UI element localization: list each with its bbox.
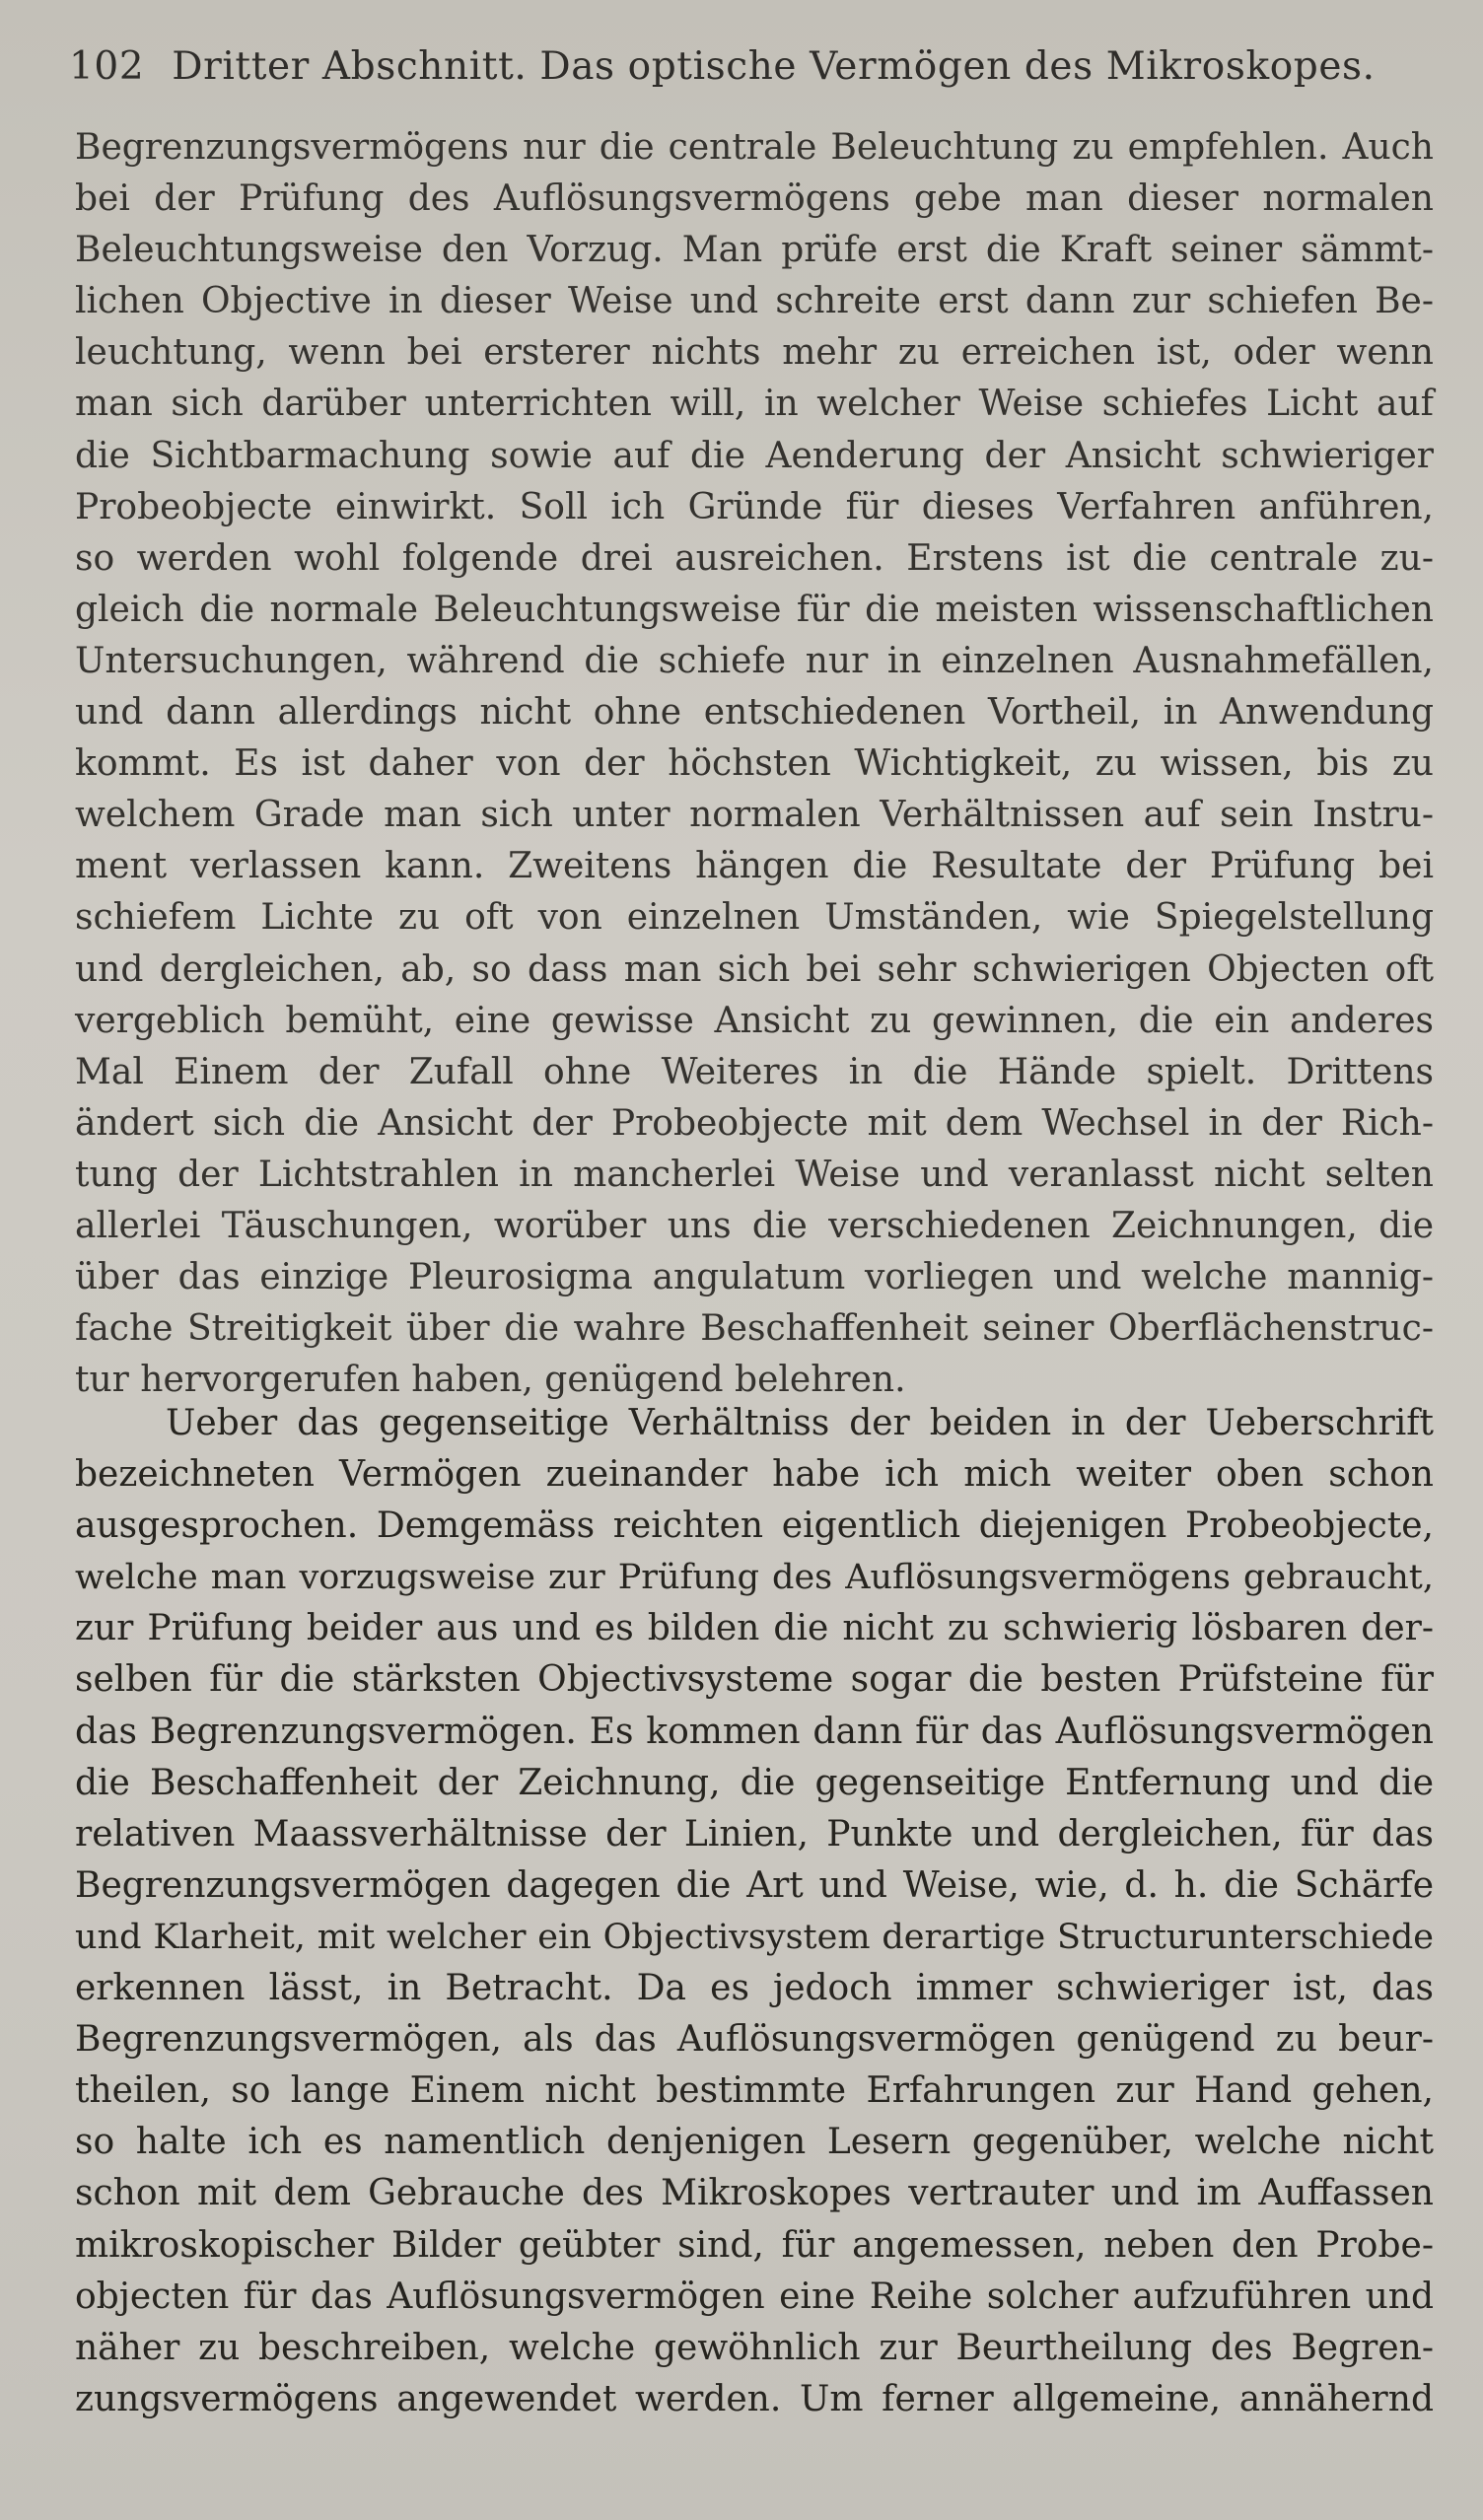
- text-line: näher zu beschreiben, welche gewöhnlich zur Beurtheilung des Begren-: [75, 2327, 1434, 2368]
- text-line: vergeblich bemüht, eine gewisse Ansicht zu gewinnen, die ein anderes: [75, 1000, 1434, 1041]
- text-line: tur hervorgerufen haben, genügend belehren.: [75, 1360, 906, 1401]
- text-line: allerlei Täuschungen, worüber uns die verschiedenen Zeichnungen, die: [75, 1205, 1434, 1246]
- text-line: tung der Lichtstrahlen in mancherlei Weise und veranlasst nicht selten: [75, 1154, 1434, 1195]
- text-line: objecten für das Auflösungsvermögen eine Reihe solcher aufzuführen und: [75, 2275, 1434, 2317]
- text-line: über das einzige Pleurosigma angulatum vorliegen und welche mannig-: [75, 1257, 1434, 1298]
- text-line: mikroskopischer Bilder geübter sind, für angemessen, neben den Probe-: [75, 2224, 1434, 2266]
- text-line: welche man vorzugsweise zur Prüfung des Auflösungsvermögens gebraucht,: [75, 1558, 1434, 1598]
- text-line: und dergleichen, ab, so dass man sich bei sehr schwierigen Objecten oft: [75, 948, 1434, 990]
- text-line: kommt. Es ist daher von der höchsten Wichtigkeit, zu wissen, bis zu: [75, 743, 1434, 785]
- running-header: [69, 39, 1440, 95]
- text-line: und Klarheit, mit welcher ein Objectivsystem derartige Structurunterschiede: [75, 1917, 1434, 1957]
- text-line: bezeichneten Vermögen zueinander habe ich mich weiter oben schon: [75, 1454, 1434, 1496]
- text-line: Ueber das gegenseitige Verhältniss der beiden in der Ueberschrift: [166, 1403, 1434, 1443]
- text-line: die Beschaffenheit der Zeichnung, die gegenseitige Entfernung und die: [75, 1762, 1434, 1803]
- text-line: Beleuchtungsweise den Vorzug. Man prüfe erst die Kraft seiner sämmt-: [75, 230, 1434, 271]
- text-line: theilen, so lange Einem nicht bestimmte Erfahrungen zur Hand gehen,: [75, 2070, 1434, 2112]
- text-line: zur Prüfung beider aus und es bilden die nicht zu schwierig lösbaren der-: [75, 1608, 1434, 1649]
- paragraph-1: [75, 122, 1434, 1406]
- text-line: welchem Grade man sich unter normalen Verhältnissen auf sein Instru-: [75, 795, 1434, 836]
- page-number: 102: [69, 44, 145, 89]
- text-line: bei der Prüfung des Auflösungsvermögens gebe man dieser normalen: [75, 178, 1434, 220]
- text-line: Begrenzungsvermögens nur die centrale Beleuchtung zu empfehlen. Auch: [75, 127, 1434, 168]
- text-line: ausgesprochen. Demgemäss reichten eigentlich diejenigen Probeobjecte,: [75, 1505, 1434, 1547]
- running-title: Dritter Abschnitt. Das optische Vermögen des Mikroskopes.: [172, 44, 1376, 89]
- text-line: und dann allerdings nicht ohne entschiedenen Vortheil, in Anwendung: [75, 692, 1434, 734]
- text-line: Mal Einem der Zufall ohne Weiteres in die Hände spielt. Drittens: [75, 1051, 1434, 1092]
- text-line: gleich die normale Beleuchtungsweise für die meisten wissenschaftlichen: [75, 589, 1434, 630]
- text-line: Begrenzungsvermögen, als das Auflösungsvermögen genügend zu beur-: [75, 2019, 1434, 2061]
- text-line: so werden wohl folgende drei ausreichen. Erstens ist die centrale zu-: [75, 537, 1434, 579]
- text-line: relativen Maassverhältnisse der Linien, Punkte und dergleichen, für das: [75, 1813, 1434, 1855]
- text-line: leuchtung, wenn bei ersterer nichts mehr zu erreichen ist, oder wenn: [75, 332, 1434, 374]
- text-line: fache Streitigkeit über die wahre Beschaffenheit seiner Oberflächenstruc-: [75, 1308, 1434, 1350]
- paragraph-2: [75, 1398, 1434, 2425]
- text-line: man sich darüber unterrichten will, in welcher Weise schiefes Licht auf: [75, 384, 1434, 425]
- text-line: lichen Objective in dieser Weise und schreite erst dann zur schiefen Be-: [75, 281, 1434, 322]
- text-line: Begrenzungsvermögen dagegen die Art und Weise, wie, d. h. die Schärfe: [75, 1864, 1434, 1906]
- text-line: Untersuchungen, während die schiefe nur in einzelnen Ausnahmefällen,: [75, 640, 1434, 681]
- text-line: erkennen lässt, in Betracht. Da es jedoch immer schwieriger ist, das: [75, 1968, 1434, 2009]
- text-line: ment verlassen kann. Zweitens hängen die Resultate der Prüfung bei: [75, 846, 1434, 887]
- text-line: schon mit dem Gebrauche des Mikroskopes vertrauter und im Auffassen: [75, 2173, 1434, 2214]
- text-line: Probeobjecte einwirkt. Soll ich Gründe für dieses Verfahren anführen,: [75, 486, 1434, 527]
- text-line: zungsvermögens angewendet werden. Um ferner allgemeine, annähernd: [75, 2378, 1434, 2419]
- text-line: schiefem Lichte zu oft von einzelnen Umständen, wie Spiegelstellung: [75, 897, 1434, 939]
- text-line: die Sichtbarmachung sowie auf die Aenderung der Ansicht schwieriger: [75, 435, 1434, 476]
- text-line: selben für die stärksten Objectivsysteme sogar die besten Prüfsteine für: [75, 1659, 1434, 1701]
- text-line: ändert sich die Ansicht der Probeobjecte mit dem Wechsel in der Rich-: [75, 1102, 1434, 1144]
- text-line: das Begrenzungsvermögen. Es kommen dann für das Auflösungsvermögen: [75, 1711, 1434, 1752]
- text-line: so halte ich es namentlich denjenigen Lesern gegenüber, welche nicht: [75, 2122, 1434, 2163]
